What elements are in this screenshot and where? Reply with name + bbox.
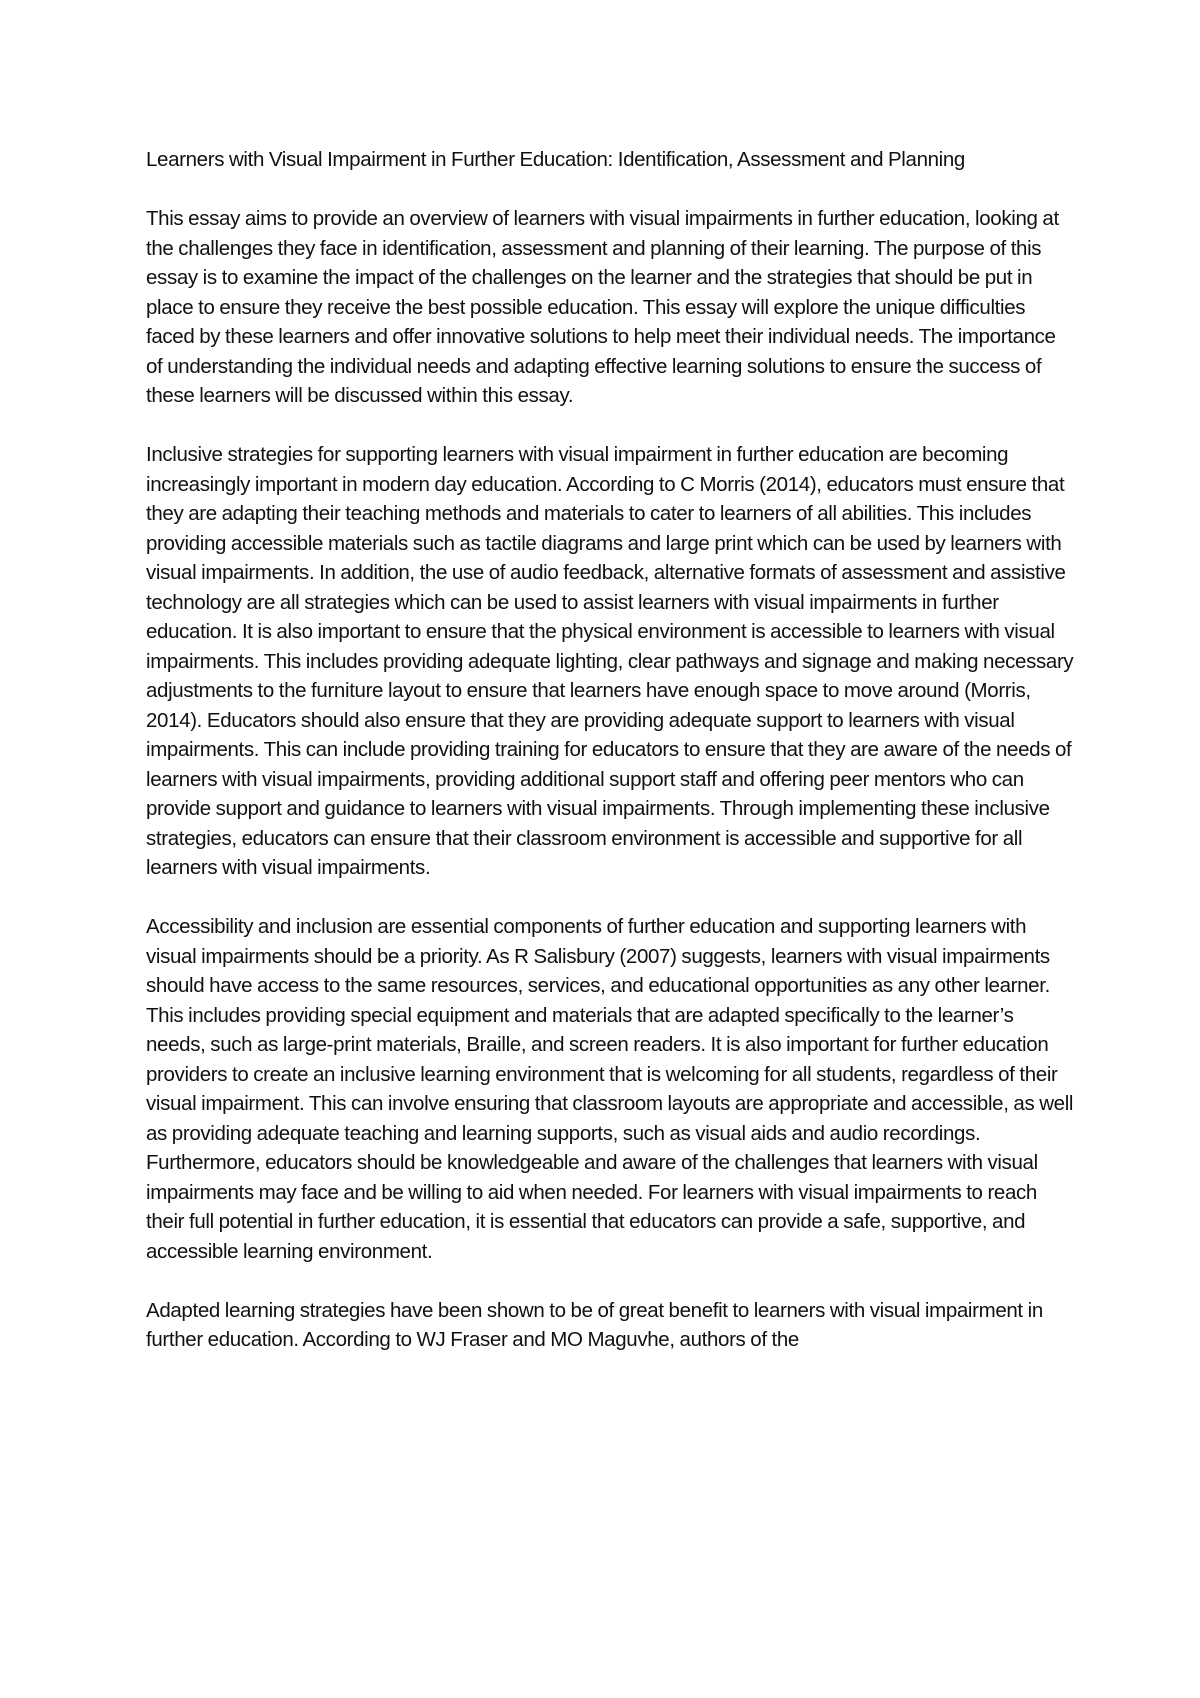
document-body xyxy=(146,145,1076,1384)
document-title: Learners with Visual Impairment in Further Education: Identification, Assessment and Planning xyxy=(146,148,965,171)
paragraph-inclusive-strategies: Inclusive strategies for supporting learners with visual impairment in further education are becoming increasingly important in modern day education. According to C Morris (2014), educators must ensure that they are adapting their teaching methods and materials to cater to learners of all abilities. This includes providing accessible materials such as tactile diagrams and large print which can be used by learners with visual impairments. In addition, the use of audio feedback, alternative formats of assessment and assistive technology are all strategies which can be used to assist learners with visual impairments in further education. It is also important to ensure that the physical environment is accessible to learners with visual impairments. This includes providing adequate lighting, clear pathways and signage and making necessary adjustments to the furniture layout to ensure that learners have enough space to move around (Morris, 2014). Educators should also ensure that they are providing adequate support to learners with visual impairments. This can include providing training for educators to ensure that they are aware of the needs of learners with visual impairments, providing additional support staff and offering peer mentors who can provide support and guidance to learners with visual impairments. Through implementing these inclusive strategies, educators can ensure that their classroom environment is accessible and supportive for all learners with visual impairments. xyxy=(146,443,1074,879)
paragraph-introduction: This essay aims to provide an overview of learners with visual impairments in further education, looking at the challenges they face in identification, assessment and planning of their learning. The purpose of this essay is to examine the impact of the challenges on the learner and the strategies that should be put in place to ensure they receive the best possible education. This essay will explore the unique difficulties faced by these learners and offer innovative solutions to help meet their individual needs. The importance of understanding the individual needs and adapting effective learning solutions to ensure the success of these learners will be discussed within this essay. xyxy=(146,207,1059,407)
paragraph-accessibility-inclusion: Accessibility and inclusion are essential components of further education and supporting learners with visual impairments should be a priority. As R Salisbury (2007) suggests, learners with visual impairments should have access to the same resources, services, and educational opportunities as any other learner. This includes providing special equipment and materials that are adapted specifically to the learner’s needs, such as large-print materials, Braille, and screen readers. It is also important for further education providers to create an inclusive learning environment that is welcoming for all students, regardless of their visual impairment. This can involve ensuring that classroom layouts are appropriate and accessible, as well as providing adequate teaching and learning supports, such as visual aids and audio recordings. Furthermore, educators should be knowledgeable and aware of the challenges that learners with visual impairments may face and be willing to aid when needed. For learners with visual impairments to reach their full potential in further education, it is essential that educators can provide a safe, supportive, and accessible learning environment. xyxy=(146,915,1074,1263)
paragraph-adapted-learning: Adapted learning strategies have been shown to be of great benefit to learners with visual impairment in further education. According to WJ Fraser and MO Maguvhe, authors of the xyxy=(146,1298,1043,1351)
